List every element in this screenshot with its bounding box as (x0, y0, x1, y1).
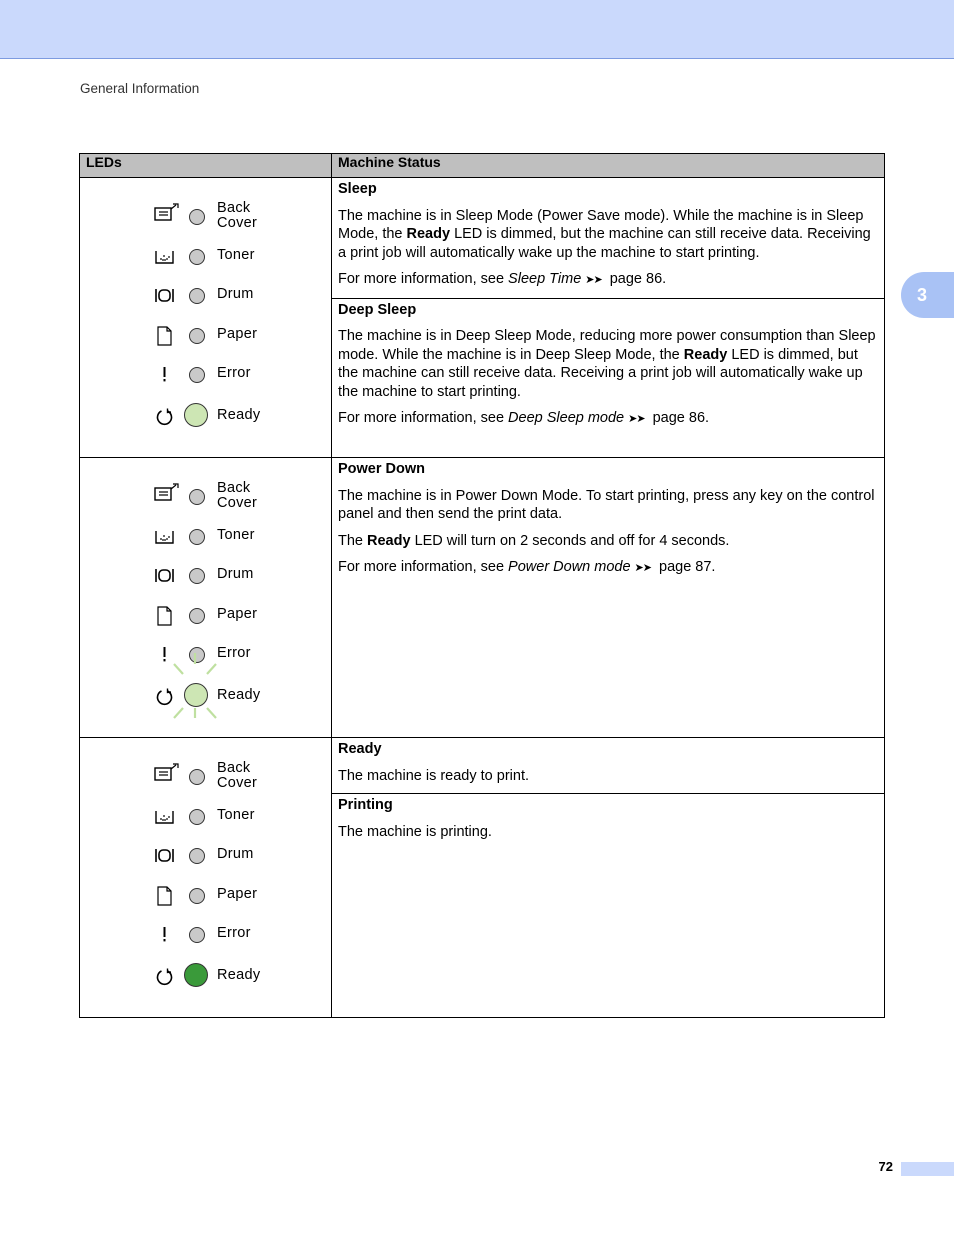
page-number: 72 (878, 1159, 893, 1174)
led-label: Toner (217, 527, 255, 543)
back-cover-icon (154, 482, 176, 502)
led-label: Drum (217, 846, 254, 862)
status-reference: For more information, see Power Down mode ➤➤ page 87. (338, 559, 716, 575)
led-label: Back Cover (217, 760, 258, 791)
led-paper (154, 604, 324, 628)
led-panel (154, 480, 324, 725)
double-chevron-icon: ➤➤ (634, 562, 651, 574)
toner-icon (154, 527, 176, 547)
led-indicator (189, 249, 205, 265)
double-chevron-icon: ➤➤ (585, 274, 602, 286)
led-indicator (189, 888, 205, 904)
paper-icon (154, 326, 176, 346)
paper-icon (154, 606, 176, 626)
led-paper (154, 884, 324, 908)
col-header-status: Machine Status (332, 154, 885, 178)
led-panel (154, 760, 324, 1005)
led-label: Toner (217, 807, 255, 823)
back-cover-icon (154, 202, 176, 222)
led-panel-cell (80, 458, 332, 738)
led-label: Paper (217, 326, 258, 342)
led-indicator (189, 489, 205, 505)
table-header-row (80, 154, 885, 178)
status-ready (332, 738, 884, 793)
table-row (80, 738, 885, 1018)
led-status-table (79, 153, 885, 1018)
led-label: Ready (217, 967, 261, 983)
status-power-down (332, 458, 884, 592)
error-icon (154, 365, 176, 385)
status-sleep (332, 178, 884, 298)
led-panel-cell (80, 738, 332, 1018)
status-description: The machine is in Deep Sleep Mode, reducing more power consumption than Sleep mode. While the machine is in Deep Sleep Mode, the Ready LED is dimmed, but the machine can still receive data. Receiving a print job will automatically wake up the machine to start printing. (338, 328, 876, 400)
led-label: Error (217, 925, 251, 941)
led-label: Ready (217, 407, 261, 423)
led-error (154, 923, 324, 947)
led-label: Toner (217, 247, 255, 263)
chapter-tab[interactable]: 3 (901, 272, 954, 318)
status-description: The machine is ready to print. (338, 767, 530, 784)
drum-icon (154, 286, 176, 306)
status-deep-sleep (332, 298, 884, 443)
led-toner (154, 805, 324, 829)
status-title: Deep Sleep (338, 301, 417, 318)
toner-icon (154, 807, 176, 827)
led-label: Error (217, 645, 251, 661)
status-cell (332, 458, 885, 738)
error-icon (154, 925, 176, 945)
toner-icon (154, 247, 176, 267)
status-reference: For more information, see Deep Sleep mode ➤➤ page 86. (338, 410, 710, 426)
status-description: The machine is in Sleep Mode (Power Save mode). While the machine is in Sleep Mode, the Ready LED is dimmed, but the machine can still receive data. Receiving a print job will automatically wake up the machine to start printing. (338, 207, 871, 261)
back-cover-icon (154, 762, 176, 782)
led-panel (154, 200, 324, 445)
drum-icon (154, 846, 176, 866)
led-paper (154, 324, 324, 348)
led-indicator (189, 927, 205, 943)
drum-icon (154, 566, 176, 586)
running-header: General Information (80, 81, 200, 96)
led-ready (154, 685, 324, 709)
led-toner (154, 245, 324, 269)
led-ready (154, 965, 324, 989)
led-indicator (189, 769, 205, 785)
status-cell (332, 178, 885, 458)
reference-link[interactable]: Sleep Time (508, 271, 582, 287)
led-drum (154, 844, 324, 868)
led-error (154, 363, 324, 387)
status-description: The machine is printing. (338, 823, 492, 840)
led-indicator (189, 809, 205, 825)
led-back-cover (154, 480, 324, 511)
led-panel-cell (80, 178, 332, 458)
reference-link[interactable]: Deep Sleep mode (508, 410, 625, 426)
led-drum (154, 284, 324, 308)
led-indicator (189, 608, 205, 624)
led-toner (154, 525, 324, 549)
led-indicator (189, 288, 205, 304)
double-chevron-icon: ➤➤ (628, 413, 645, 425)
status-title: Power Down (338, 461, 426, 477)
led-indicator (189, 367, 205, 383)
status-title: Sleep (338, 181, 377, 197)
led-back-cover (154, 760, 324, 791)
table-row (80, 178, 885, 458)
led-drum (154, 564, 324, 588)
led-indicator (189, 848, 205, 864)
led-indicator (189, 529, 205, 545)
footer-bar (901, 1162, 954, 1176)
reference-link[interactable]: Power Down mode (508, 559, 631, 575)
status-reference: For more information, see Sleep Time ➤➤ page 86. (338, 271, 667, 287)
led-label: Error (217, 365, 251, 381)
led-indicator (184, 403, 208, 427)
led-label: Paper (217, 886, 258, 902)
table-row (80, 458, 885, 738)
led-label: Paper (217, 606, 258, 622)
led-ready (154, 405, 324, 429)
led-indicator (184, 683, 208, 707)
led-label: Drum (217, 566, 254, 582)
led-label: Back Cover (217, 200, 258, 231)
led-back-cover (154, 200, 324, 231)
col-header-leds: LEDs (80, 154, 332, 178)
led-label: Drum (217, 286, 254, 302)
ready-icon (154, 407, 176, 427)
status-cell (332, 738, 885, 1018)
status-title: Printing (338, 797, 393, 813)
status-printing (332, 793, 884, 855)
led-indicator (184, 963, 208, 987)
led-indicator (189, 209, 205, 225)
header-band (0, 0, 954, 59)
led-indicator (189, 328, 205, 344)
paper-icon (154, 886, 176, 906)
led-label: Back Cover (217, 480, 258, 511)
status-title: Ready (338, 741, 382, 757)
status-led-note: The Ready LED will turn on 2 seconds and off for 4 seconds. (338, 532, 730, 549)
ready-icon (154, 967, 176, 987)
led-indicator (189, 568, 205, 584)
status-description: The machine is in Power Down Mode. To start printing, press any key on the control panel and then send the print data. (338, 487, 875, 522)
led-label: Ready (217, 687, 261, 703)
